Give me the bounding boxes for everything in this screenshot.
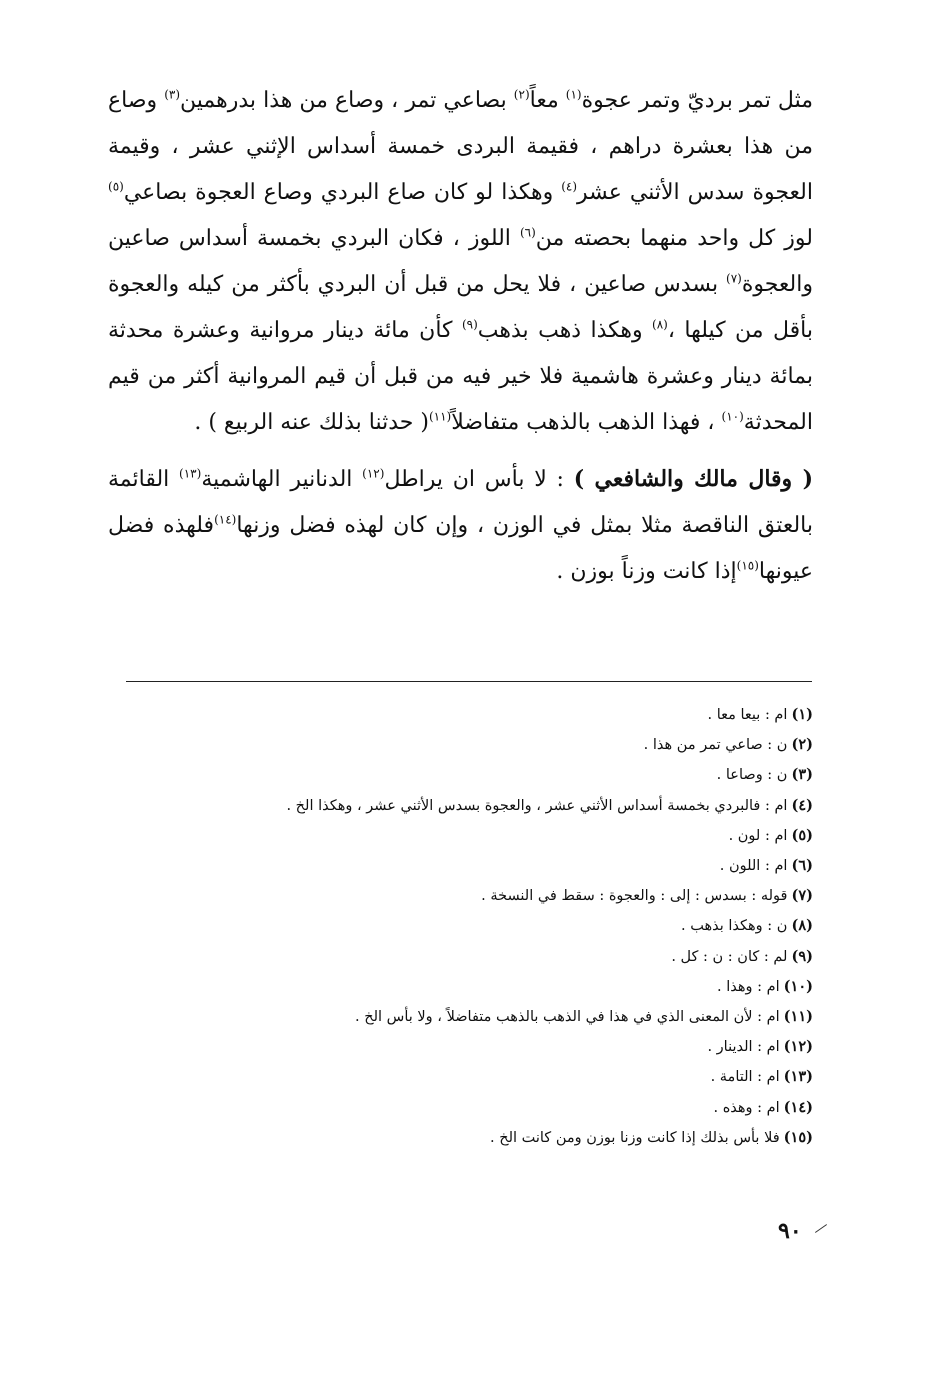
footnote-text: ن : صاعي تمر من هذا . (643, 737, 788, 754)
footnote-item (200, 1123, 813, 1153)
text-run: مثل تمر برديّ وتمر عجوة (581, 88, 813, 113)
footnote-ref-15: (١٥) (736, 558, 759, 573)
footnote-text: ام : وهذا . (717, 978, 780, 995)
footnote-number: (١٥) (783, 1128, 813, 1146)
text-run: ( حدثنا بذلك عنه الربيع ) . (194, 410, 429, 435)
text-run: بصاعي تمر ، وصاع من هذا بدرهمين (180, 88, 514, 113)
footnote-item (200, 791, 813, 821)
footnote-item (200, 911, 813, 941)
footnote-number: (١٠) (783, 977, 813, 995)
text-run: وصاع من هذا بعشرة دراهم ، فقيمة البردى خمسة أسداس الإثني عشر ، وقيمة العجوة سدس الأثني عشر (108, 88, 813, 205)
footnote-number: (٧) (791, 887, 813, 905)
footnote-number: (١١) (783, 1008, 813, 1026)
footnote-text: ام : الدينار . (707, 1039, 780, 1056)
footnote-item (200, 1062, 813, 1092)
footnote-ref-2: (٢) (513, 87, 530, 102)
footnote-number: (٣) (791, 766, 813, 784)
footnote-text: لم : كان : ن : كل . (671, 948, 788, 965)
text-run: وهكذا ذهب بذهب (477, 318, 652, 343)
footnote-text: ام : وهذه . (713, 1099, 780, 1116)
footnote-ref-10: (١٠) (721, 409, 744, 424)
footnote-number: (٢) (791, 736, 813, 754)
footnote-ref-7: (٧) (726, 271, 742, 286)
footnote-item (200, 942, 813, 972)
footnote-number: (٩) (791, 947, 813, 965)
main-text (108, 78, 813, 595)
footnote-text: فلا بأس بذلك إذا كانت وزنا بوزن ومن كانت الخ . (489, 1129, 780, 1146)
footnote-item (200, 700, 813, 730)
footnote-number: (١٢) (783, 1038, 813, 1056)
footnote-number: (١٣) (783, 1068, 813, 1086)
footnote-ref-4: (٤) (561, 179, 578, 194)
footnote-item (200, 1032, 813, 1062)
footnote-text: ام : اللون . (719, 858, 788, 875)
footnote-text: ن : وهكذا بذهب . (681, 918, 788, 935)
page-number: ٩٠ (778, 1218, 802, 1244)
paragraph-2 (108, 456, 813, 595)
footnote-item (200, 1093, 813, 1123)
text-run: لوز كل واحد منهما بحصته من (535, 226, 813, 251)
footnote-ref-3: (٣) (164, 87, 181, 102)
footnote-list (200, 700, 813, 1153)
text-run: : لا بأس ان يراطل (384, 467, 574, 492)
footnote-text: ام : بيعا معا . (707, 707, 788, 723)
footnote-ref-14: (١٤) (214, 512, 237, 527)
footnote-number: (٥) (791, 826, 813, 844)
footnote-text: ام : فالبردي بخمسة أسداس الأثني عشر ، والعجوة بسدس الأثني عشر ، وهكذا الخ . (286, 797, 788, 814)
footnote-item (200, 881, 813, 911)
footnote-item (200, 730, 813, 760)
text-run: بسدس صاعين ، فلا يحل من قبل أن البردي بأكثر من كيله والعجوة بأقل من كيلها ، (108, 272, 814, 343)
speaker-lead: ( وقال مالك والشافعي ) (573, 466, 813, 492)
text-run: كأن مائة دينار مروانية وعشرة محدثة بمائة دينار وعشرة هاشمية فلا خير فيه من قبل أن قيم المروانية أكثر من قيم المحدثة (108, 318, 813, 435)
footnote-text: ام : التامة . (710, 1069, 780, 1086)
footnote-item (200, 972, 813, 1002)
paragraph-1 (108, 78, 813, 446)
footnote-ref-1: (١) (565, 87, 582, 102)
text-run: القائمة بالعتق الناقصة مثلا بمثل في الوزن ، وإن كان لهذه فضل وزنها (108, 467, 814, 538)
footnote-text: قوله : بسدس : إلى : والعجوة : سقط في النسخة . (481, 888, 788, 905)
footnote-number: (٦) (791, 857, 813, 875)
footnote-text: ام : لأن المعنى الذي في هذا في الذهب بالذهب متفاضلاً ، ولا بأس الخ . (355, 1009, 780, 1026)
footnote-item (200, 851, 813, 881)
footnote-ref-11: (١١) (428, 409, 452, 424)
footnote-ref-8: (٨) (652, 317, 668, 332)
footnote-item (200, 1002, 813, 1032)
text-run: الدنانير الهاشمية (201, 467, 363, 492)
text-run: معاً (529, 88, 566, 113)
footnote-ref-6: (٦) (519, 225, 536, 240)
page-mark (815, 1224, 827, 1233)
footnote-text: ن : وصاعا . (716, 767, 788, 784)
footnote-number: (٨) (791, 917, 813, 935)
text-run: فلهذه فضل عيونها (108, 513, 813, 584)
footnote-ref-13: (١٣) (179, 466, 202, 481)
footnote-text: ام : لون . (728, 827, 788, 844)
footnote-number: (١) (791, 706, 813, 723)
text-run: ، فهذا الذهب بالذهب متفاضلاً (451, 410, 722, 435)
footnote-ref-9: (٩) (461, 317, 478, 332)
footnote-item (200, 760, 813, 790)
footnote-ref-12: (١٢) (362, 466, 385, 481)
footnote-number: (٤) (791, 796, 813, 814)
text-run: اللوز ، فكان البردي بخمسة أسداس صاعين والعجوة (108, 226, 813, 297)
footnote-number: (١٤) (783, 1098, 813, 1116)
footnote-divider (126, 681, 812, 682)
text-run: وهكذا لو كان صاع البردي وصاع العجوة بصاعي (123, 180, 562, 205)
footnote-item (200, 821, 813, 851)
text-run: إذا كانت وزناً بوزن . (556, 559, 737, 584)
footnote-ref-5: (٥) (108, 179, 124, 194)
